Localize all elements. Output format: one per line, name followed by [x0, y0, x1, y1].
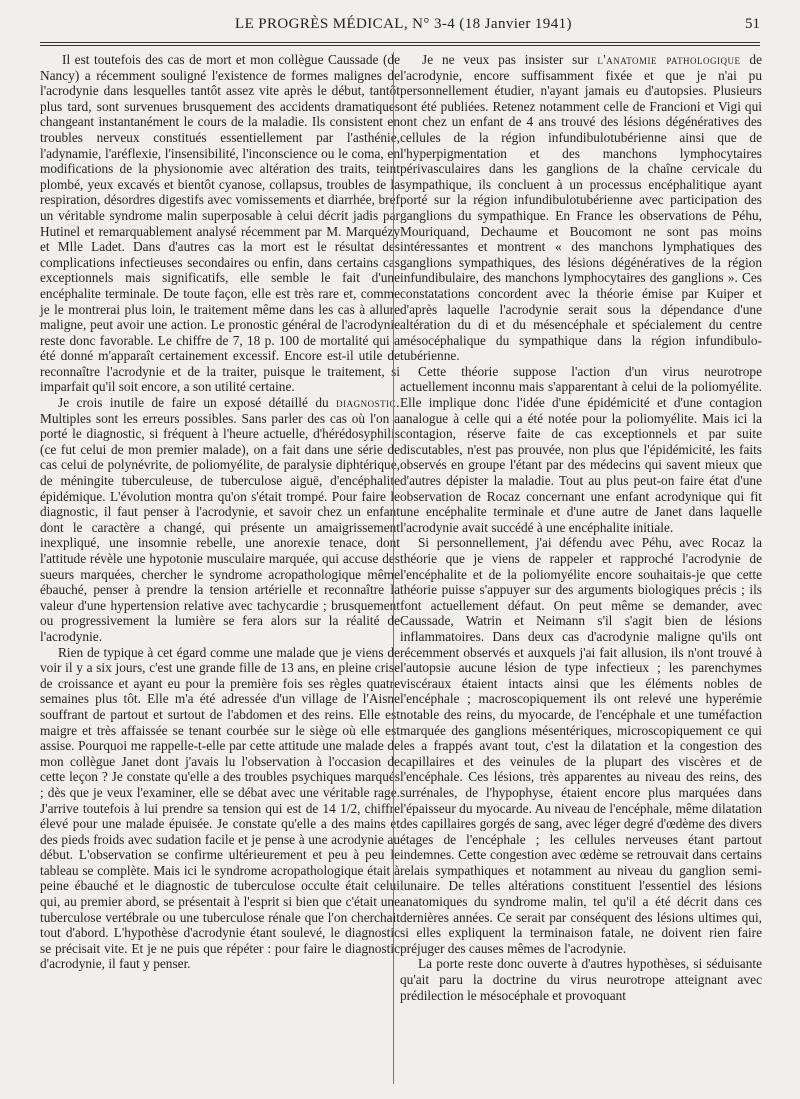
paragraph-case-report: Rien de typique à cet égard comme une malade que je viens de voir il y a six jours, c'est une grande fille de 13 ans, en pleine crise de croissance et ayant eu pour la première fois ses règles quatre semaines plus tôt. Elle m'a été adressée d'un village de l'Aisne souffrant de partout et surtout de l'abdomen et des reins. Elle est maigre et très affaissée se tenant courbée sur le siège où elle est assise. Pourquoi me rappelle-t-elle par cette attitude une malade de mon collègue Janet dont j'avais lu l'observation à l'occasion de cette leçon ? Je constate qu'elle a des troubles psychiques marqués ; dès que je veux l'examiner, elle se débat avec une véritable rage. J'arrive toutefois à lui prendre sa tension qui est de 14 1/2, chiffre élevé pour une malade épuisée. Je constate qu'elle a des mains et des pieds froids avec sudation facile et je pense à une acrodynie au début. L'observation se confirme ultérieurement et peu à peu le tableau se complète. Mais ici le syndrome acropathologique était à peine ébauché et le diagnostic de tuberculose occulte était celui qui, au premier abord, se présentait à l'esprit si bien que c'était une tuberculose vertébrale ou une tuberculose rénale que l'on cherchait tout d'abord. L'hypothèse d'acrodynie étant soulevé, le diagnostic se précisait vite. Et je ne puis que répéter : pour faire le diagnostic d'acrodynie, il faut y penser.	[40, 644, 400, 972]
right-column	[400, 52, 762, 1003]
column-divider	[393, 52, 394, 1084]
running-header	[40, 16, 760, 36]
running-title: LE PROGRÈS MÉDICAL, N° 3-4 (18 Janvier 1941)	[235, 16, 572, 32]
left-column	[40, 52, 400, 972]
page-number: 51	[745, 16, 760, 32]
paragraph-pathology	[400, 52, 762, 364]
paragraph-diagnosis-start: Je crois inutile de faire un exposé détaillé du	[58, 395, 337, 411]
paragraph-diagnosis-rest: Multiples sont les erreurs possibles. Sans parler des cas où l'on a porté le diagnostic, si fréquent à l'heure actuelle, d'hérédosyphilis (ce fut celui de mon premier malade), on a fait dans une série de cas celui de polynévrite, de poliomyélite, de paralysie diphtérique, de méningite tuberculeuse, de tuberculose aiguë, d'encéphalite épidémique. L'évolution montra qu'on s'était trompé. Pour faire le diagnostic, il faut penser à l'acrodynie, et savoir chez un enfant dont le caractère a changé, qui présente un amaigrissement inexpliqué, une insomnie rebelle, une anorexie tenace, dont l'attitude révèle une hypotonie musculaire marquée, qui accuse des sueurs marquées, chercher le syndrome acropathologique même ébauché, penser à prendre la tension artérielle et reconnaître la valeur d'une hypertension relative avec tachycardie ; brusquement ou progressivement la lumière se fera alors sur la réalité de l'acrodynie.	[40, 410, 400, 644]
section-keyword-pathology: l'anatomie pathologique	[597, 52, 741, 67]
paragraph-virus-theory: Cette théorie suppose l'action d'un virus neurotrope actuellement inconnu mais s'apparentant à celui de la poliomyélite. Elle implique donc l'idée d'une épidémicité et d'une contagion analogue à celle qui a été notée pour la poliomyélite. Mais ici la contagion, réserve faite de cas exceptionnels et par suite discutables, n'est pas prouvée, non plus que l'épidémicité, les faits observés en groupe l'étant par des médecins qui savent mieux que d'autres dépister la maladie. Tout au plus peut-on faire état d'une observation de Rocaz concernant une enfant acrodynique qui fit une encéphalite terminale et d'une autre de Janet dans laquelle l'acrodynie avait succédé à une encéphalite initiale.	[400, 363, 762, 535]
paragraph-pathology-start: Je ne veux pas insister sur	[422, 52, 598, 67]
header-rule-bottom	[40, 45, 760, 46]
section-keyword-diagnosis: diagnostic.	[336, 395, 400, 411]
paragraph-conclusion: La porte reste donc ouverte à d'autres hypothèses, si séduisante qu'ait paru la doctrine du virus neurotrope atteignant avec prédilection le mésocéphale et provoquant	[400, 956, 762, 1003]
paragraph-pathology-rest: de l'acrodynie, encore suffisamment fixée et que je n'ai pu personnellement étudier, n'ayant jamais eu d'autopsies. Plusieurs ont été publiées. Retenez notamment celle de Francioni et Vigi qui ont chez un enfant de 4 ans trouvé des lésions dégénératives des cellules de la région infundibulotubérienne ainsi que de l'hyperpigmentation et des manchons lymphocytaires périvasculaires dans les ganglions de la chaîne cervicale du sympathique, ils concluent à un processus encéphalitique ayant porté sur la région infundibulotubérienne avec participation des ganglions du sympathique. En France les observations de Péhu, Mouriquand, Dechaume et Boucomont ne sont pas moins intéressantes et montrent « des manchons lymphatiques des ganglions sympathiques, des lésions dégénératives de la région infundibulaire, des manchons lymphocytaires des ganglions ». Ces constatations concordent avec la théorie émise par Kuiper et d'après laquelle l'acrodynie serait sous la dépendance d'une altération du di et du mésencéphale et spécialement du centre mésocéphalique du sympathique dans la région infundibulo-tubérienne.	[400, 52, 762, 364]
paragraph-malignant-forms: Il est toutefois des cas de mort et mon collègue Caussade (de Nancy) a récemment souligné l'existence de formes malignes de l'acrodynie dans lesquelles tantôt assez vite après le début, tantôt plus tard, sont survenues brusquement des accidents dramatiques changeant instantanément le cours de la maladie. Ils consistent en troubles nerveux constitués essentiellement par l'asthénie, l'adynamie, l'aréflexie, l'insensibilité, l'inconscience ou le coma, en modifications de la physionomie avec altération des traits, teint plombé, yeux excavés et bientôt cyanose, collapsus, troubles de la respiration, désordres digestifs avec vomissements et diarrhée, bref un véritable syndrome malin superposable à celui décrit jadis par Hutinel et remarquablement analysé récemment par M. Marquézy et Mlle Ladet. Dans d'autres cas la mort est le résultat des complications infectieuses secondaires ou enfin, dans certains cas exceptionnels mais significatifs, elle semble le fait d'une encéphalite terminale. De toute façon, elle est très rare et, comme je le montrerai plus loin, le traitement même dans les cas à allure maligne, peut avoir une action. Le pronostic général de l'acrodynie reste donc favorable. Le chiffre de 7, 18 p. 100 de mortalité qui a été donné m'apparaît certainement excessif. Encore est-il utile de reconnaître l'acrodynie et de la traiter, puisque le traitement, si imparfait qu'il soit encore, a son utilité certaine.	[40, 52, 400, 395]
header-rule-top	[40, 42, 760, 43]
paragraph-diagnosis	[40, 395, 400, 645]
paragraph-lesions: Si personnellement, j'ai défendu avec Péhu, avec Rocaz la théorie que je viens de rappeler et rapproché l'acrodynie de l'encéphalite et de la poliomyélite encore souhaitais-je que cette théorie puisse s'appuyer sur des arguments biologiques précis ; ils font actuellement défaut. On peut même se demander, avec Caussade, Watrin et Neimann s'il s'agit bien de lésions inflammatoires. Dans deux cas d'acrodynie maligne qu'ils ont récemment observés et auxquels j'ai fait allusion, ils n'ont trouvé à l'autopsie aucune lésion de type infectieux ; les parenchymes viscéraux étaient intacts ainsi que les éléments nobles de l'encéphale ; macroscopiquement ils ont relevé une hyperémie notable des reins, du myocarde, de l'encéphale et une tuméfaction marquée des ganglions mésentériques, microscopiquement ce qui les a frappés avant tout, c'est la dilatation et la congestion des capillaires et des veinules de la plupart des viscères et de l'encéphale. Ces lésions, très apparentes au niveau des reins, des surrénales, de l'hypophyse, étaient encore plus marquées dans l'épaisseur du myocarde. Au niveau de l'encéphale, même dilatation des capillaires gorgés de sang, avec léger degré d'œdème des divers étages de l'encéphale ; les cellules nerveuses étant partout indemnes. Cette congestion avec œdème se retrouvait dans certains relais sympathiques et notamment au niveau du ganglion semi-lunaire. De telles altérations constituent l'essentiel des lésions anatomiques du syndrome malin, tel qu'il a été décrit dans ces dernières années. Ce serait par conséquent des lésions ultimes qui, si elles expliquent la terminaison fatale, ne doivent rien faire préjuger des causes mêmes de l'acrodynie.	[400, 535, 762, 956]
